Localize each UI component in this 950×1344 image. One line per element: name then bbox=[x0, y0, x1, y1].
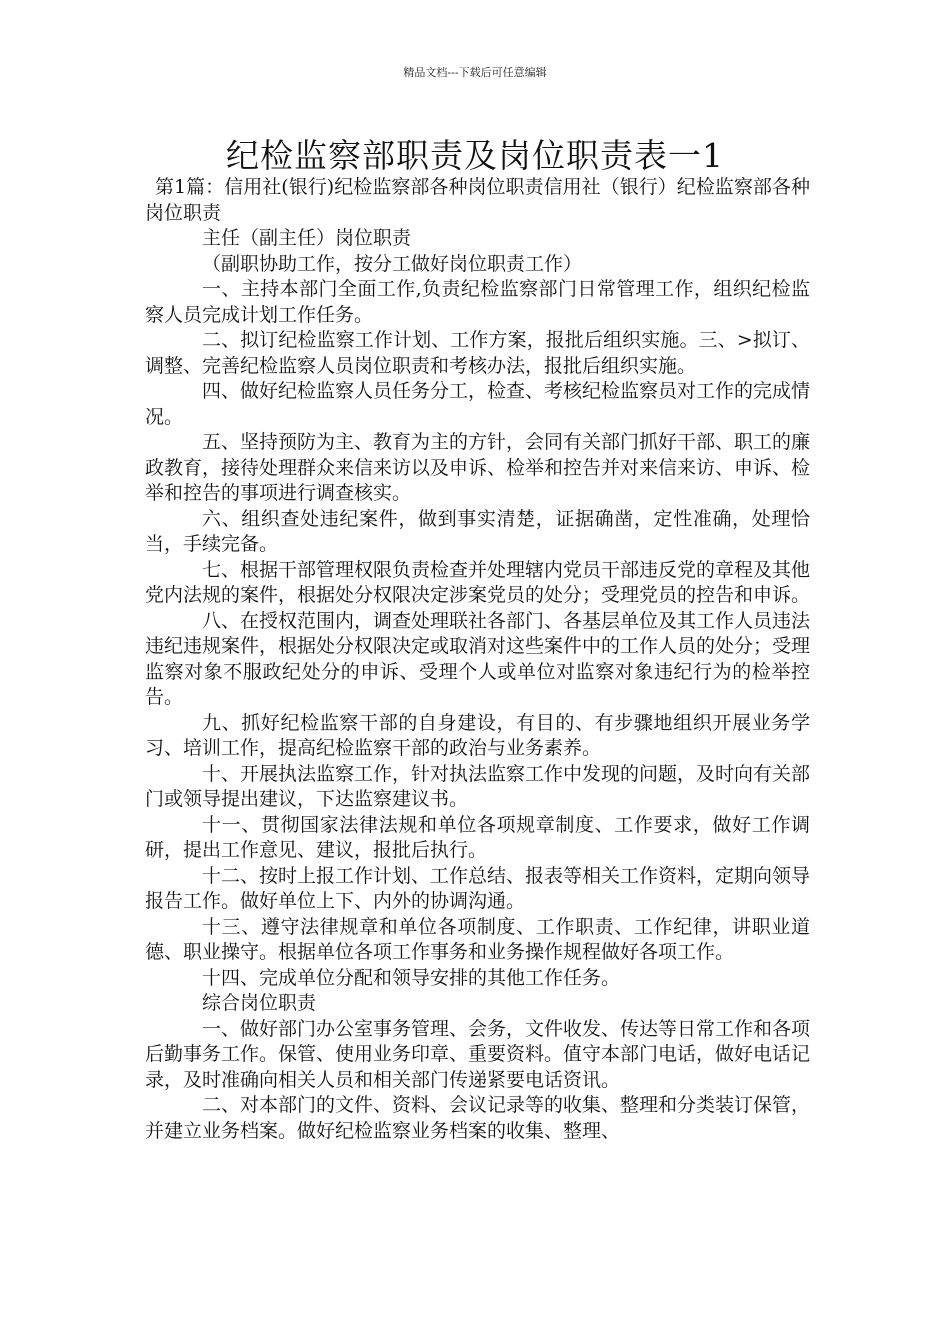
duty-item: 十四、完成单位分配和领导安排的其他工作任务。 bbox=[202, 966, 621, 989]
duty-item: 十、开展执法监察工作，针对执法监察工作中发现的问题，及时向有关部门或领导提出建议，下达监察建议书。 bbox=[145, 762, 811, 810]
duty-item: 十三、遵守法律规章和单位各项制度、工作职责、工作纪律，讲职业道德、职业操守。根据单位各项工作事务和业务操作规程做好各项工作。 bbox=[145, 915, 810, 963]
duty-item: 十一、贯彻国家法律法规和单位各项规章制度、工作要求，做好工作调研，提出工作意见、建议，报批后执行。 bbox=[145, 813, 810, 861]
section-heading-director: 主任（副主任）岗位职责 bbox=[202, 227, 412, 249]
duty-item: 二、对本部门的文件、资料、会议记录等的收集、整理和分类装订保管，并建立业务档案。做好纪检监察业务档案的收集、整理、 bbox=[145, 1094, 811, 1142]
duty-item: 四、做好纪检监察人员任务分工，检查、考核纪检监察员对工作的完成情况。 bbox=[145, 380, 811, 428]
duty-item: 八、在授权范围内，调查处理联社各部门、各基层单位及其工作人员违法违纪违规案件，根据处分权限决定或取消对这些案件中的工作人员的处分；受理监察对象不服政纪处分的申诉、受理个人或单位对监察对象违纪行为的检举控告。 bbox=[145, 609, 811, 708]
duty-item: 七、根据干部管理权限负责检查并处理辖内党员干部违反党的章程及其他党内法规的案件，根据处分权限决定涉案党员的处分；受理党员的控告和申诉。 bbox=[145, 558, 811, 606]
page-header: 精品文档---下载后可任意编辑 bbox=[403, 66, 547, 79]
duty-item: 十二、按时上报工作计划、工作总结、报表等相关工作资料，定期向领导报告工作。做好单位上下、内外的协调沟通。 bbox=[145, 864, 811, 912]
duty-item: 九、抓好纪检监察干部的自身建设，有目的、有步骤地组织开展业务学习、培训工作，提高纪检监察干部的政治与业务素养。 bbox=[145, 711, 810, 759]
section-heading-general: 综合岗位职责 bbox=[202, 992, 317, 1014]
document-title: 纪检监察部职责及岗位职责表一1 bbox=[226, 136, 724, 175]
duty-item: 五、坚持预防为主、教育为主的方针，会同有关部门抓好干部、职工的廉政教育，接待处理群众来信来访以及申诉、检举和控告并对来信来访、申诉、检举和控告的事项进行调查核实。 bbox=[145, 431, 811, 504]
duty-item: 一、做好部门办公室事务管理、会务，文件收发、传达等日常工作和各项后勤事务工作。保管、使用业务印章、重要资料。值守本部门电话，做好电话记录，及时准确向相关人员和相关部门传递紧要电话资讯。 bbox=[145, 1017, 811, 1091]
duty-item: 一、主持本部门全面工作,负责纪检监察部门日常管理工作，组织纪检监察人员完成计划工作任务。 bbox=[145, 278, 810, 326]
intro-paragraph: 第1篇：信用社(银行)纪检监察部各种岗位职责信用社（银行）纪检监察部各种岗位职责 bbox=[145, 176, 810, 224]
section-note: （副职协助工作，按分工做好岗位职责工作） bbox=[202, 252, 583, 275]
duty-item: 六、组织查处违纪案件，做到事实清楚，证据确凿，定性准确，处理恰当，手续完备。 bbox=[145, 507, 810, 555]
duty-item: 二、拟订纪检监察工作计划、工作方案，报批后组织实施。三、>拟订、调整、完善纪检监察人员岗位职责和考核办法，报批后组织实施。 bbox=[145, 329, 810, 377]
document-body bbox=[145, 175, 810, 1144]
